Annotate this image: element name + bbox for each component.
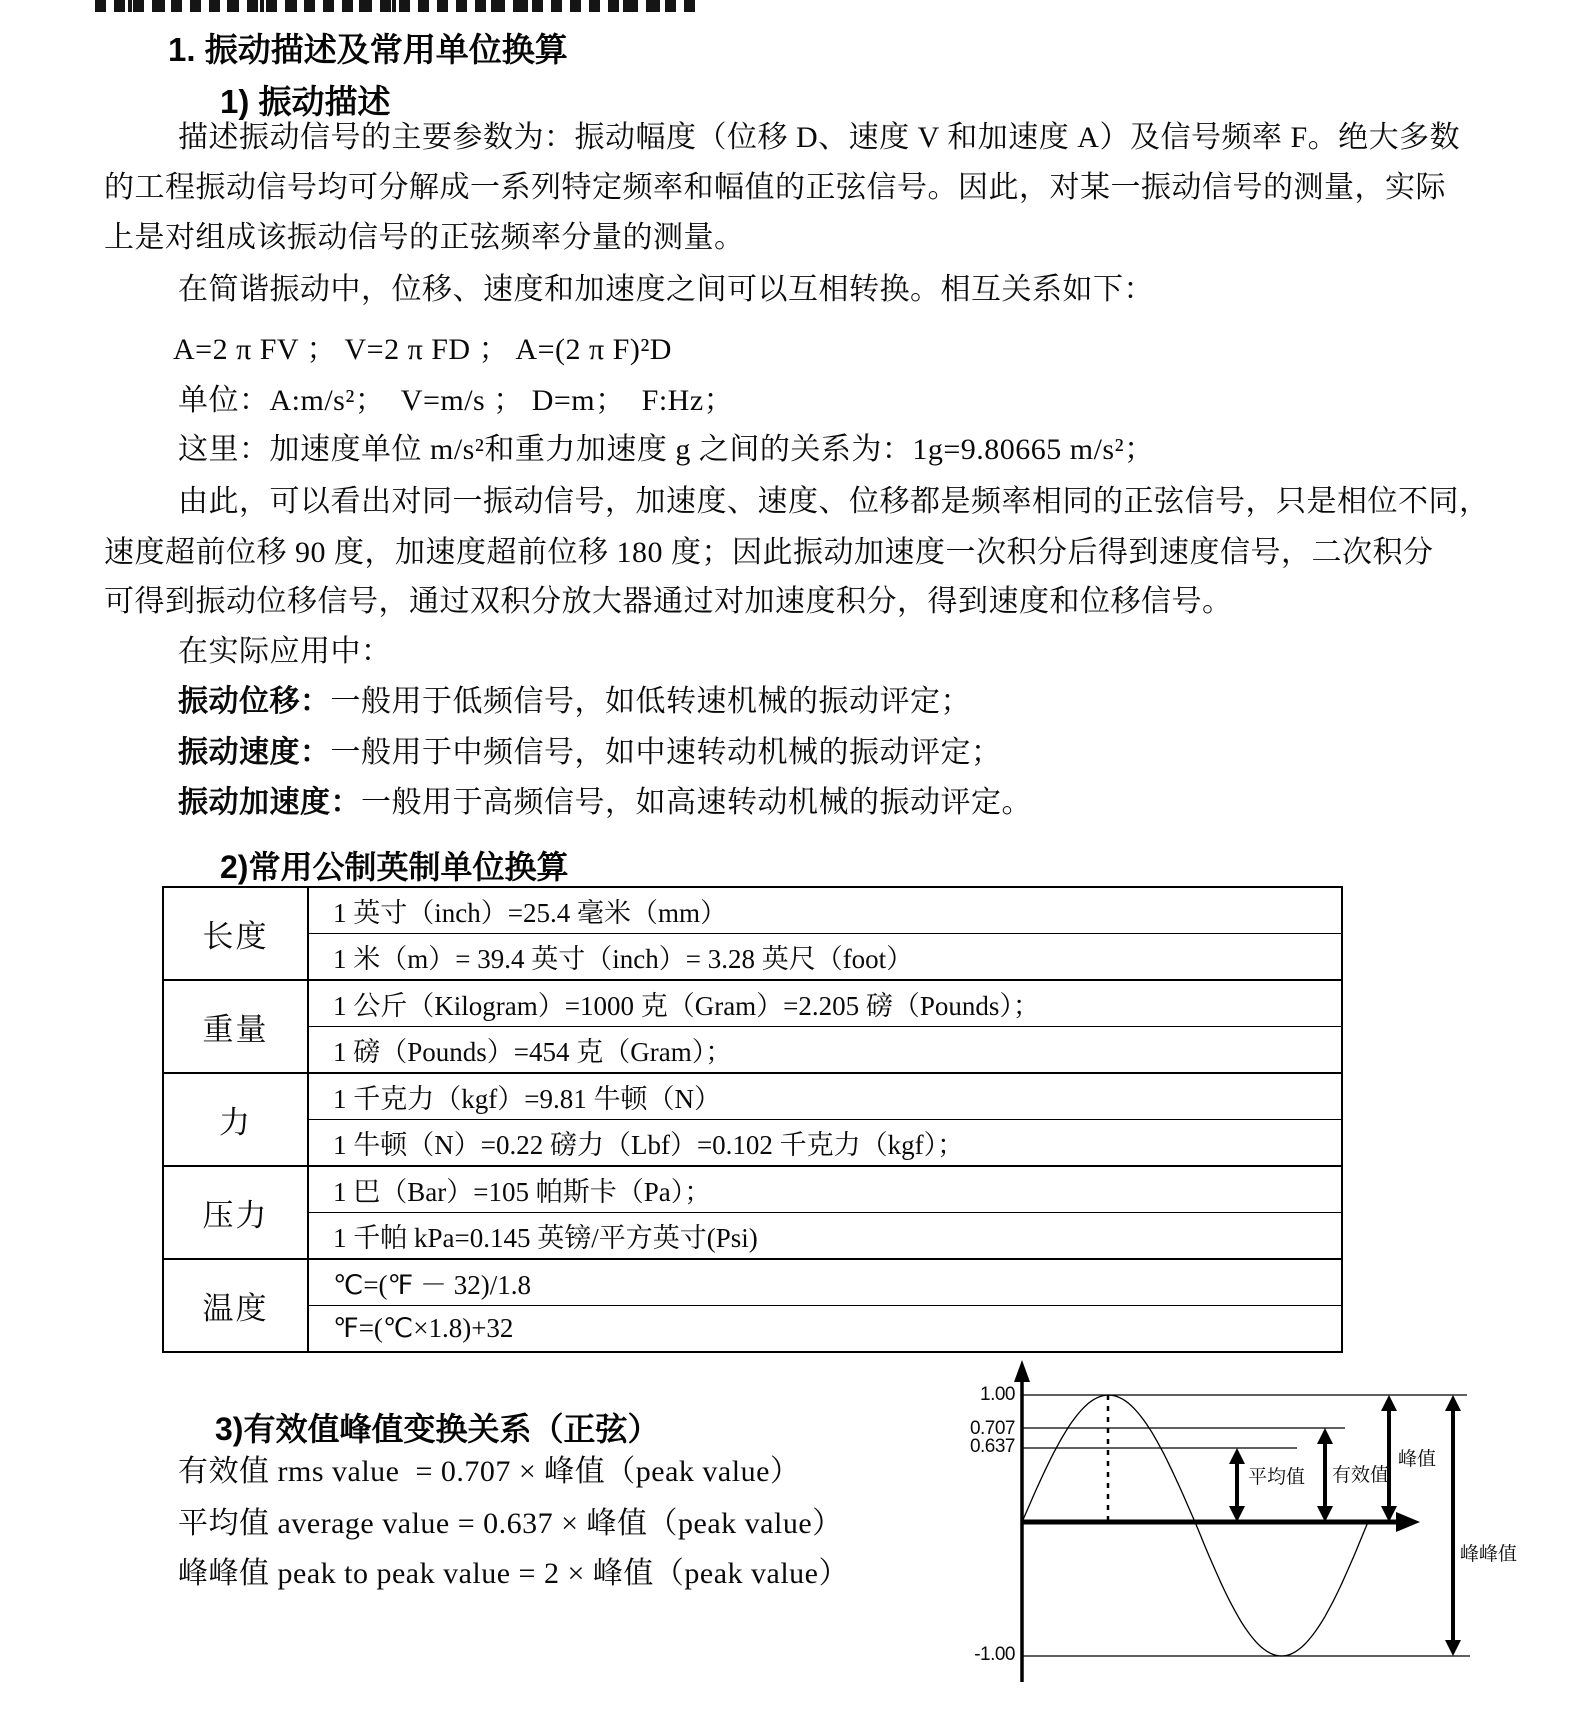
item-label: 振动位移： xyxy=(178,685,331,718)
table-cell: 1 公斤（Kilogram）=1000 克（Gram）=2.205 磅（Pounds）； xyxy=(309,981,1341,1027)
table-cell: 1 米（m）= 39.4 英寸（inch）= 3.28 英尺（foot） xyxy=(333,944,914,974)
table-row-temperature xyxy=(164,1260,1341,1351)
sine-wave-diagram xyxy=(940,1360,1580,1718)
paragraph-line: 上是对组成该振动信号的正弦频率分量的测量。 xyxy=(104,221,745,254)
row-label: 重量 xyxy=(164,981,309,1072)
table-cell: 1 千克力（kgf）=9.81 牛顿（N） xyxy=(309,1074,1341,1120)
item-text: 一般用于高频信号，如高速转动机械的振动评定。 xyxy=(361,786,1032,819)
table-row-weight xyxy=(164,981,1341,1074)
table-row-force xyxy=(164,1074,1341,1167)
average-formula: 平均值 average value = 0.637 × 峰值（peak value） xyxy=(178,1507,843,1540)
section-3-heading: 3)有效值峰值变换关系（正弦） xyxy=(215,1411,660,1447)
paragraph-line: 在实际应用中： xyxy=(178,635,392,668)
rms-formula: 有效值 rms value = 0.707 × 峰值（peak value） xyxy=(178,1455,801,1488)
peak-to-peak-arrow-top-icon xyxy=(1445,1395,1461,1411)
item-text: 一般用于中频信号，如中速转动机械的振动评定； xyxy=(330,736,1002,769)
table-cell: 1 英寸（inch）=25.4 毫米（mm） xyxy=(309,888,1341,934)
peak-to-peak-value-label: 峰峰值 xyxy=(1460,1544,1518,1565)
formula-relations: A=2 π FV ； V=2 π FD ； A=(2 π F)²D xyxy=(173,333,672,366)
table-cell: 1 千帕 kPa=0.145 英镑/平方英寸(Psi) xyxy=(333,1223,758,1253)
rms-value-label: 有效值 xyxy=(1332,1465,1390,1486)
peak-arrow-top-icon xyxy=(1381,1395,1397,1411)
formula-gravity: 这里：加速度单位 m/s²和重力加速度 g 之间的关系为：1g=9.80665 m/s²； xyxy=(178,433,1155,466)
paragraph-line: 由此，可以看出对同一振动信号，加速度、速度、位移都是频率相同的正弦信号，只是相位不同， xyxy=(178,485,1490,518)
average-value-label: 平均值 xyxy=(1248,1467,1306,1488)
table-cell: 1 巴（Bar）=105 帕斯卡（Pa）； xyxy=(309,1167,1341,1213)
peak-to-peak-formula: 峰峰值 peak to peak value = 2 × 峰值（peak value） xyxy=(178,1557,849,1590)
rms-arrow-top-icon xyxy=(1317,1428,1333,1444)
row-label: 力 xyxy=(164,1074,309,1165)
y-axis-arrowhead-icon xyxy=(1014,1360,1030,1382)
item-text: 一般用于低频信号，如低转速机械的振动评定； xyxy=(330,685,971,718)
unit-conversion-table xyxy=(162,886,1343,1353)
section-1-heading: 1. 振动描述及常用单位换算 xyxy=(168,31,568,68)
item-label: 振动加速度： xyxy=(178,786,361,819)
average-arrow-top-icon xyxy=(1229,1448,1245,1464)
item-label: 振动速度： xyxy=(178,736,331,769)
peak-to-peak-arrow-bottom-icon xyxy=(1445,1640,1461,1656)
paragraph-line: 描述振动信号的主要参数为：振动幅度（位移 D、速度 V 和加速度 A）及信号频率 F。绝大多数 xyxy=(178,121,1461,154)
x-axis-arrowhead-icon xyxy=(1396,1512,1420,1532)
table-cell: 1 牛顿（N）=0.22 磅力（Lbf）=0.102 千克力（kgf）； xyxy=(333,1130,965,1160)
row-label: 温度 xyxy=(164,1260,309,1351)
application-item xyxy=(178,733,1002,773)
table-row-pressure xyxy=(164,1167,1341,1260)
table-cell: ℃=(℉ － 32)/1.8 xyxy=(309,1260,1341,1306)
ylabel-1-00: 1.00 xyxy=(980,1384,1015,1405)
section-1-1-heading: 1) 振动描述 xyxy=(220,83,391,120)
ylabel-neg-1-00: -1.00 xyxy=(974,1644,1015,1665)
ylabel-0-707: 0.707 xyxy=(969,1418,1015,1439)
peak-value-label: 峰值 xyxy=(1398,1449,1437,1470)
application-item xyxy=(178,682,971,722)
formula-units: 单位：A:m/s²； V=m/s ； D=m； F:Hz； xyxy=(178,384,735,417)
ylabel-0-637: 0.637 xyxy=(969,1436,1015,1457)
paragraph-line: 的工程振动信号均可分解成一系列特定频率和幅值的正弦信号。因此，对某一振动信号的测量，实际 xyxy=(104,171,1446,204)
paragraph-line: 速度超前位移 90 度，加速度超前位移 180 度；因此振动加速度一次积分后得到速度信号，二次积分 xyxy=(104,536,1434,569)
row-label: 长度 xyxy=(164,888,309,979)
paragraph-line: 在简谐振动中，位移、速度和加速度之间可以互相转换。相互关系如下： xyxy=(178,273,1154,306)
row-label: 压力 xyxy=(164,1167,309,1258)
table-cell: 1 磅（Pounds）=454 克（Gram）； xyxy=(333,1037,733,1067)
application-item xyxy=(178,783,1032,823)
cropped-heading-fragments xyxy=(95,0,695,12)
paragraph-line: 可得到振动位移信号，通过双积分放大器通过对加速度积分，得到速度和位移信号。 xyxy=(104,585,1233,618)
table-row-length xyxy=(164,888,1341,981)
table-cell: ℉=(℃×1.8)+32 xyxy=(333,1313,514,1343)
sine-curve xyxy=(1022,1395,1368,1656)
section-2-heading: 2)常用公制英制单位换算 xyxy=(220,849,569,885)
